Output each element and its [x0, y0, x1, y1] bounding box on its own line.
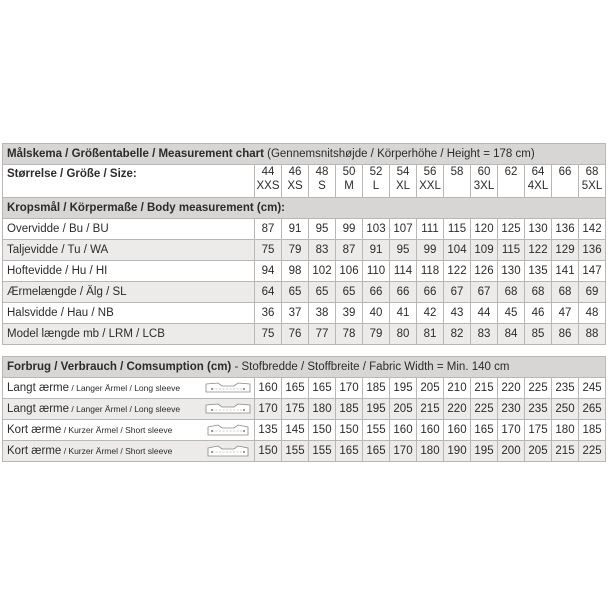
- measurement-value: 83: [471, 324, 498, 345]
- measurement-row: [3, 282, 606, 303]
- measurement-value: 81: [417, 324, 444, 345]
- consumption-label-sub: / Langer Ärmel / Long sleeve: [69, 404, 181, 414]
- measurement-value: 115: [444, 219, 471, 240]
- consumption-value: 185: [363, 378, 390, 399]
- consumption-value: 225: [525, 378, 552, 399]
- consumption-value: 200: [498, 441, 525, 462]
- measurement-value: 36: [255, 303, 282, 324]
- measurement-row-label: Halsvidde / Hau / NB: [3, 303, 255, 324]
- consumption-value: 220: [498, 378, 525, 399]
- measurement-value: 45: [498, 303, 525, 324]
- size-code: XXL: [419, 180, 441, 192]
- size-row: [3, 165, 606, 198]
- size-code: XL: [395, 180, 411, 192]
- size-code: S: [318, 180, 326, 192]
- measurement-value: 91: [282, 219, 309, 240]
- measurement-value: 39: [336, 303, 363, 324]
- measurement-value: 102: [309, 261, 336, 282]
- consumption-value: 165: [309, 378, 336, 399]
- consumption-value: 185: [579, 420, 606, 441]
- measurement-value: 142: [579, 219, 606, 240]
- measurement-value: 136: [552, 219, 579, 240]
- measurement-value: 48: [579, 303, 606, 324]
- measurement-value: 83: [309, 240, 336, 261]
- measurement-value: 104: [444, 240, 471, 261]
- consumption-value: 205: [390, 399, 417, 420]
- measurement-value: 87: [255, 219, 282, 240]
- size-number: 48: [315, 166, 329, 178]
- measurement-value: 130: [498, 261, 525, 282]
- body-measurement-header: Kropsmål / Körpermaße / Body measurement (cm):: [3, 198, 606, 219]
- measurement-row: [3, 261, 606, 282]
- measurement-value: 68: [498, 282, 525, 303]
- consumption-label-main: Langt ærme: [7, 403, 70, 415]
- measurement-value: 88: [579, 324, 606, 345]
- size-label: Størrelse / Größe / Size:: [3, 165, 255, 198]
- measurement-value: 136: [579, 240, 606, 261]
- measurement-chart-table: [2, 143, 606, 345]
- measurement-value: 66: [390, 282, 417, 303]
- consumption-value: 175: [282, 399, 309, 420]
- measurement-value: 82: [444, 324, 471, 345]
- consumption-label-sub: / Kurzer Ärmel / Short sleeve: [61, 425, 173, 435]
- consumption-row-label: [3, 420, 255, 441]
- measurement-row: [3, 324, 606, 345]
- consumption-label-text: [7, 444, 172, 458]
- measurement-value: 40: [363, 303, 390, 324]
- size-code: M: [344, 180, 354, 192]
- measurement-value: 95: [309, 219, 336, 240]
- measurement-title-bold: Målskema / Größentabelle / Measurement chart: [7, 148, 264, 160]
- consumption-title: [3, 357, 606, 378]
- consumption-label-text: [7, 402, 180, 416]
- consumption-row: [3, 441, 606, 462]
- consumption-value: 150: [255, 441, 282, 462]
- measurement-row-label: Overvidde / Bu / BU: [3, 219, 255, 240]
- measurement-value: 125: [498, 219, 525, 240]
- consumption-title-bold: Forbrug / Verbrauch / Comsumption (cm): [7, 361, 232, 373]
- consumption-value: 160: [255, 378, 282, 399]
- consumption-value: 250: [552, 399, 579, 420]
- consumption-value: 210: [444, 378, 471, 399]
- consumption-value: 165: [363, 441, 390, 462]
- measurement-title-row: [3, 144, 606, 165]
- consumption-value: 155: [363, 420, 390, 441]
- size-number: 66: [558, 166, 572, 178]
- measurement-value: 107: [390, 219, 417, 240]
- consumption-value: 155: [309, 441, 336, 462]
- measurement-value: 126: [471, 261, 498, 282]
- measurement-value: 91: [363, 240, 390, 261]
- measurement-row-label: Hoftevidde / Hu / HI: [3, 261, 255, 282]
- consumption-value: 145: [282, 420, 309, 441]
- consumption-value: 135: [255, 420, 282, 441]
- consumption-value: 190: [444, 441, 471, 462]
- size-code: XS: [287, 180, 303, 192]
- measurement-value: 76: [282, 324, 309, 345]
- size-number: 64: [531, 166, 545, 178]
- measurement-value: 66: [417, 282, 444, 303]
- measurement-value: 68: [552, 282, 579, 303]
- consumption-value: 215: [417, 399, 444, 420]
- measurement-value: 110: [363, 261, 390, 282]
- size-number: 62: [504, 166, 518, 178]
- measurement-value: 65: [309, 282, 336, 303]
- measurement-row: [3, 303, 606, 324]
- measurement-value: 99: [336, 219, 363, 240]
- consumption-value: 195: [363, 399, 390, 420]
- consumption-value: 195: [471, 441, 498, 462]
- measurement-value: 66: [363, 282, 390, 303]
- short-sleeve-garment-icon: [204, 444, 252, 458]
- measurement-value: 135: [525, 261, 552, 282]
- size-cell: [579, 165, 606, 198]
- consumption-value: 180: [417, 441, 444, 462]
- size-cell: [390, 165, 417, 198]
- consumption-row: [3, 378, 606, 399]
- size-cell: [552, 165, 579, 198]
- measurement-value: 94: [255, 261, 282, 282]
- size-number: 56: [423, 166, 437, 178]
- size-code: 3XL: [473, 180, 495, 192]
- measurement-value: 122: [525, 240, 552, 261]
- consumption-value: 155: [282, 441, 309, 462]
- measurement-value: 95: [390, 240, 417, 261]
- measurement-value: 87: [336, 240, 363, 261]
- measurement-value: 122: [444, 261, 471, 282]
- consumption-label-text: [7, 381, 180, 395]
- measurement-value: 98: [282, 261, 309, 282]
- measurement-value: 75: [255, 324, 282, 345]
- size-code: L: [372, 180, 380, 192]
- size-cell: [336, 165, 363, 198]
- measurement-value: 109: [471, 240, 498, 261]
- measurement-value: 42: [417, 303, 444, 324]
- measurement-row-label: Taljevidde / Tu / WA: [3, 240, 255, 261]
- size-number: 50: [342, 166, 356, 178]
- size-cell: [417, 165, 444, 198]
- consumption-label-sub: / Langer Ärmel / Long sleeve: [69, 383, 181, 393]
- body-measurement-header-row: [3, 198, 606, 219]
- consumption-value: 220: [444, 399, 471, 420]
- measurement-value: 115: [498, 240, 525, 261]
- measurement-title-rest: (Gennemsnitshøjde / Körperhöhe / Height = 178 cm): [263, 148, 535, 160]
- measurement-value: 46: [525, 303, 552, 324]
- size-cell: [498, 165, 525, 198]
- consumption-row-label: [3, 378, 255, 399]
- consumption-value: 185: [336, 399, 363, 420]
- consumption-title-row: [3, 357, 606, 378]
- size-cell: [363, 165, 390, 198]
- consumption-label-main: Kort ærme: [7, 445, 62, 457]
- measurement-value: 75: [255, 240, 282, 261]
- consumption-value: 245: [579, 378, 606, 399]
- measurement-value: 120: [471, 219, 498, 240]
- consumption-title-rest: - Stofbredde / Stoffbreite / Fabric Width = Min. 140 cm: [231, 361, 510, 373]
- measurement-value: 65: [336, 282, 363, 303]
- measurement-value: 77: [309, 324, 336, 345]
- consumption-row-label: [3, 441, 255, 462]
- size-number: 54: [396, 166, 410, 178]
- consumption-row: [3, 420, 606, 441]
- size-number: 68: [585, 166, 599, 178]
- measurement-value: 37: [282, 303, 309, 324]
- size-number: 60: [477, 166, 491, 178]
- consumption-value: 150: [309, 420, 336, 441]
- consumption-label-main: Langt ærme: [7, 382, 70, 394]
- consumption-value: 235: [525, 399, 552, 420]
- size-cell: [444, 165, 471, 198]
- measurement-value: 111: [417, 219, 444, 240]
- consumption-value: 235: [552, 378, 579, 399]
- size-code: XXS: [256, 180, 280, 192]
- measurement-value: 69: [579, 282, 606, 303]
- consumption-value: 160: [444, 420, 471, 441]
- size-cell: [471, 165, 498, 198]
- consumption-label-text: [7, 423, 172, 437]
- measurement-value: 47: [552, 303, 579, 324]
- measurement-value: 79: [282, 240, 309, 261]
- consumption-value: 170: [255, 399, 282, 420]
- measurement-value: 141: [552, 261, 579, 282]
- measurement-value: 147: [579, 261, 606, 282]
- measurement-value: 67: [471, 282, 498, 303]
- size-number: 46: [288, 166, 302, 178]
- measurement-value: 80: [390, 324, 417, 345]
- consumption-value: 165: [282, 378, 309, 399]
- consumption-value: 150: [336, 420, 363, 441]
- measurement-title: [3, 144, 606, 165]
- consumption-value: 175: [525, 420, 552, 441]
- measurement-value: 64: [255, 282, 282, 303]
- measurement-row-label: Ærmelængde / Älg / SL: [3, 282, 255, 303]
- measurement-value: 65: [282, 282, 309, 303]
- consumption-row: [3, 399, 606, 420]
- size-cell: [255, 165, 282, 198]
- measurement-value: 38: [309, 303, 336, 324]
- consumption-value: 205: [417, 378, 444, 399]
- measurement-value: 130: [525, 219, 552, 240]
- consumption-value: 165: [336, 441, 363, 462]
- measurement-value: 44: [471, 303, 498, 324]
- size-cell: [282, 165, 309, 198]
- consumption-value: 170: [336, 378, 363, 399]
- consumption-table: [2, 356, 606, 462]
- measurement-value: 114: [390, 261, 417, 282]
- measurement-value: 84: [498, 324, 525, 345]
- measurement-value: 67: [444, 282, 471, 303]
- consumption-value: 160: [390, 420, 417, 441]
- measurement-value: 129: [552, 240, 579, 261]
- measurement-value: 106: [336, 261, 363, 282]
- measurement-value: 78: [336, 324, 363, 345]
- consumption-value: 215: [552, 441, 579, 462]
- size-number: 52: [369, 166, 383, 178]
- size-cell: [309, 165, 336, 198]
- size-cell: [525, 165, 552, 198]
- measurement-value: 41: [390, 303, 417, 324]
- measurement-value: 86: [552, 324, 579, 345]
- measurement-value: 79: [363, 324, 390, 345]
- consumption-label-sub: / Kurzer Ärmel / Short sleeve: [61, 446, 173, 456]
- consumption-value: 170: [498, 420, 525, 441]
- consumption-value: 180: [309, 399, 336, 420]
- size-number: 58: [450, 166, 464, 178]
- size-code: 4XL: [527, 180, 549, 192]
- measurement-row: [3, 219, 606, 240]
- long-sleeve-garment-icon: [204, 402, 252, 416]
- consumption-value: 225: [471, 399, 498, 420]
- measurement-value: 118: [417, 261, 444, 282]
- measurement-value: 68: [525, 282, 552, 303]
- consumption-value: 205: [525, 441, 552, 462]
- measurement-row-label: Model længde mb / LRM / LCB: [3, 324, 255, 345]
- size-code: 5XL: [581, 180, 603, 192]
- consumption-label-main: Kort ærme: [7, 424, 62, 436]
- long-sleeve-garment-icon: [204, 381, 252, 395]
- consumption-value: 265: [579, 399, 606, 420]
- size-number: 44: [261, 166, 275, 178]
- measurement-value: 99: [417, 240, 444, 261]
- consumption-value: 230: [498, 399, 525, 420]
- measurement-value: 103: [363, 219, 390, 240]
- consumption-value: 165: [471, 420, 498, 441]
- measurement-value: 85: [525, 324, 552, 345]
- measurement-value: 43: [444, 303, 471, 324]
- consumption-value: 195: [390, 378, 417, 399]
- short-sleeve-garment-icon: [204, 423, 252, 437]
- consumption-row-label: [3, 399, 255, 420]
- consumption-value: 215: [471, 378, 498, 399]
- consumption-value: 170: [390, 441, 417, 462]
- consumption-value: 225: [579, 441, 606, 462]
- consumption-value: 160: [417, 420, 444, 441]
- measurement-row: [3, 240, 606, 261]
- consumption-value: 180: [552, 420, 579, 441]
